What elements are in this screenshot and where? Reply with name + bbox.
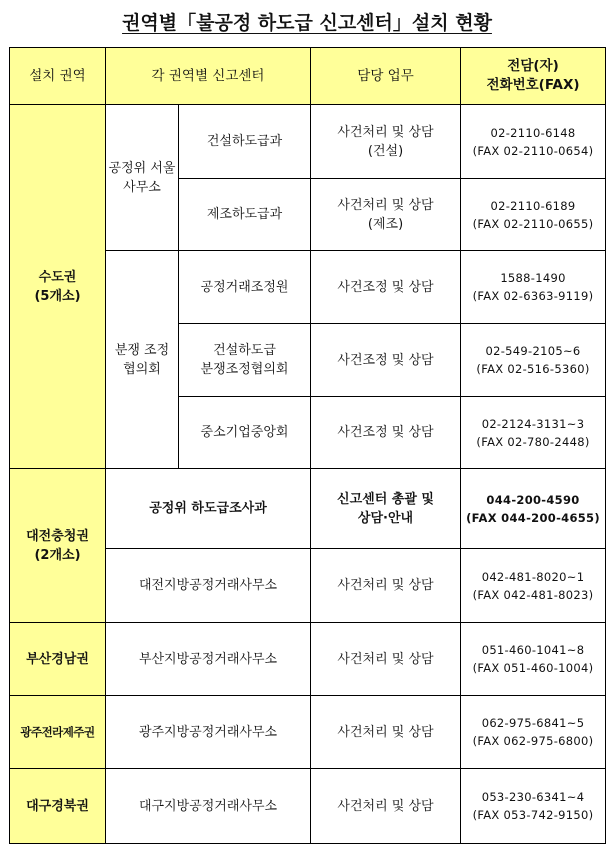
phone-cell: 02-549-2105~6 (FAX 02-516-5360) — [461, 324, 606, 397]
table-row — [10, 769, 606, 844]
table-row — [10, 696, 606, 769]
group-cell: 분쟁 조정 협의회 — [106, 251, 179, 469]
phone-cell: 062-975-6841~5 (FAX 062-975-6800) — [461, 696, 606, 769]
center-cell: 제조하도급과 — [179, 179, 311, 251]
table-row — [10, 105, 606, 179]
report-center-table — [9, 47, 606, 844]
phone-cell: 051-460-1041~8 (FAX 051-460-1004) — [461, 623, 606, 696]
region-cell: 대구경북권 — [10, 769, 106, 844]
region-cell: 광주전라제주권 — [10, 696, 106, 769]
table-row — [10, 469, 606, 549]
region-cell: 대전충청권 (2개소) — [10, 469, 106, 623]
table-header-row — [10, 48, 606, 105]
phone-cell: 044-200-4590 (FAX 044-200-4655) — [461, 469, 606, 549]
duty-cell: 사건처리 및 상담 — [311, 769, 461, 844]
center-cell: 대전지방공정거래사무소 — [106, 549, 311, 623]
header-duty: 담당 업무 — [311, 48, 461, 105]
phone-cell: 02-2110-6148 (FAX 02-2110-0654) — [461, 105, 606, 179]
center-cell: 건설하도급과 — [179, 105, 311, 179]
phone-cell: 02-2110-6189 (FAX 02-2110-0655) — [461, 179, 606, 251]
duty-cell: 사건처리 및 상담 — [311, 549, 461, 623]
center-cell: 공정거래조정원 — [179, 251, 311, 324]
duty-cell: 사건조정 및 상담 — [311, 324, 461, 397]
center-cell: 광주지방공정거래사무소 — [106, 696, 311, 769]
duty-cell: 사건처리 및 상담 (건설) — [311, 105, 461, 179]
phone-cell: 02-2124-3131~3 (FAX 02-780-2448) — [461, 397, 606, 469]
center-cell: 공정위 하도급조사과 — [106, 469, 311, 549]
center-cell: 건설하도급 분쟁조정협의회 — [179, 324, 311, 397]
group-cell: 공정위 서울 사무소 — [106, 105, 179, 251]
center-cell: 대구지방공정거래사무소 — [106, 769, 311, 844]
phone-cell: 053-230-6341~4 (FAX 053-742-9150) — [461, 769, 606, 844]
page-title: 권역별「불공정 하도급 신고센터」설치 현황 — [122, 12, 492, 34]
region-cell: 수도권 (5개소) — [10, 105, 106, 469]
duty-cell: 사건처리 및 상담 — [311, 696, 461, 769]
duty-cell: 사건처리 및 상담 — [311, 623, 461, 696]
duty-cell: 사건처리 및 상담 (제조) — [311, 179, 461, 251]
region-cell: 부산경남권 — [10, 623, 106, 696]
duty-cell: 사건조정 및 상담 — [311, 397, 461, 469]
center-cell: 부산지방공정거래사무소 — [106, 623, 311, 696]
center-cell: 중소기업중앙회 — [179, 397, 311, 469]
header-center: 각 권역별 신고센터 — [106, 48, 311, 105]
table-row — [10, 623, 606, 696]
header-region: 설치 권역 — [10, 48, 106, 105]
phone-cell: 042-481-8020~1 (FAX 042-481-8023) — [461, 549, 606, 623]
duty-cell: 사건조정 및 상담 — [311, 251, 461, 324]
header-phone: 전담(자) 전화번호(FAX) — [461, 48, 606, 105]
phone-cell: 1588-1490 (FAX 02-6363-9119) — [461, 251, 606, 324]
duty-cell: 신고센터 총괄 및 상담·안내 — [311, 469, 461, 549]
